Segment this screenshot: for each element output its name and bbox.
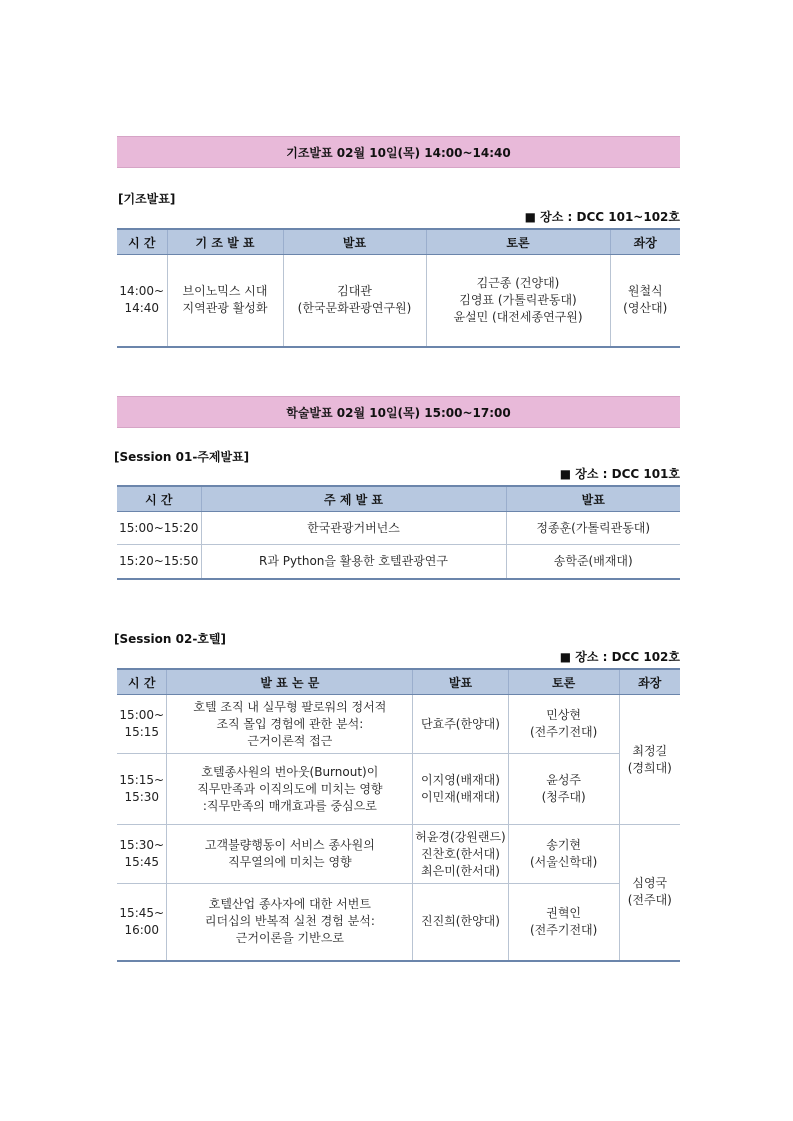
discussant-cell: 송기현 (서울신학대) xyxy=(508,825,619,884)
header-presenter: 발표 xyxy=(506,486,680,512)
time-cell: 15:45~ 16:00 xyxy=(117,884,167,961)
presenter-cell: 정종훈(가톨릭관동대) xyxy=(506,512,680,545)
title-cell: 호텔종사원의 번아웃(Burnout)이 직무만족과 이직의도에 미치는 영향 :직무만족의 매개효과를 중심으로 xyxy=(167,754,413,825)
title-cell: R과 Python을 활용한 호텔관광연구 xyxy=(201,545,506,579)
chair-cell: 원철식 (영산대) xyxy=(610,255,680,347)
discussant-cell: 김근종 (건양대) 김영표 (가톨릭관동대) 윤설민 (대전세종연구원) xyxy=(426,255,610,347)
header-chair: 좌장 xyxy=(610,229,680,255)
header-paper: 발 표 논 문 xyxy=(167,669,413,695)
table-header-row xyxy=(117,669,680,695)
table-header-row xyxy=(117,486,680,512)
table-row xyxy=(117,545,680,579)
header-time: 시 간 xyxy=(117,486,201,512)
title-cell: 호텔 조직 내 실무형 팔로워의 정서적 조직 몰입 경험에 관한 분석: 근거이론적 접근 xyxy=(167,695,413,754)
chair-cell: 심영국 (전주대) xyxy=(619,825,680,961)
presenter-cell: 단효주(한양대) xyxy=(413,695,509,754)
session2-title: [Session 02-호텔] xyxy=(114,632,226,646)
table-row xyxy=(117,255,680,347)
discussant-cell: 민상현 (전주기전대) xyxy=(508,695,619,754)
keynote-venue: ■ 장소 : DCC 101~102호 xyxy=(524,210,680,224)
title-cell: 브이노믹스 시대 지역관광 활성화 xyxy=(167,255,283,347)
time-cell: 15:30~ 15:45 xyxy=(117,825,167,884)
session2-venue: ■ 장소 : DCC 102호 xyxy=(559,650,680,664)
table-row xyxy=(117,695,680,754)
chair-cell: 최정길 (경희대) xyxy=(619,695,680,825)
header-time: 시 간 xyxy=(117,229,167,255)
header-presenter: 발표 xyxy=(283,229,426,255)
time-cell: 15:15~ 15:30 xyxy=(117,754,167,825)
time-cell: 15:00~ 15:15 xyxy=(117,695,167,754)
header-chair: 좌장 xyxy=(619,669,680,695)
session2-table xyxy=(117,668,680,962)
header-discussion: 토론 xyxy=(508,669,619,695)
table-row xyxy=(117,512,680,545)
title-cell: 한국관광거버넌스 xyxy=(201,512,506,545)
time-cell: 15:00~15:20 xyxy=(117,512,201,545)
session1-table xyxy=(117,485,680,580)
table-row xyxy=(117,884,680,961)
title-cell: 고객불량행동이 서비스 종사원의 직무열의에 미치는 영향 xyxy=(167,825,413,884)
header-presenter: 발표 xyxy=(413,669,509,695)
table-header-row xyxy=(117,229,680,255)
session1-venue: ■ 장소 : DCC 101호 xyxy=(559,467,680,481)
table-row xyxy=(117,825,680,884)
keynote-section-title: [기조발표] xyxy=(118,192,176,206)
presenter-cell: 진진희(한양대) xyxy=(413,884,509,961)
presenter-cell: 송학준(배재대) xyxy=(506,545,680,579)
header-time: 시 간 xyxy=(117,669,167,695)
session1-title: [Session 01-주제발표] xyxy=(114,450,250,464)
discussant-cell: 권혁인 (전주기전대) xyxy=(508,884,619,961)
header-topic: 주 제 발 표 xyxy=(201,486,506,512)
presenter-cell: 김대관 (한국문화관광연구원) xyxy=(283,255,426,347)
table-row xyxy=(117,754,680,825)
title-cell: 호텔산업 종사자에 대한 서번트 리더십의 반복적 실천 경험 분석: 근거이론을 기반으로 xyxy=(167,884,413,961)
presenter-cell: 이지영(배재대) 이민재(배재대) xyxy=(413,754,509,825)
time-cell: 14:00~ 14:40 xyxy=(117,255,167,347)
academic-banner: 학술발표 02월 10일(목) 15:00~17:00 xyxy=(117,396,680,428)
header-discussion: 토론 xyxy=(426,229,610,255)
keynote-banner: 기조발표 02월 10일(목) 14:00~14:40 xyxy=(117,136,680,168)
discussant-cell: 윤성주 (청주대) xyxy=(508,754,619,825)
keynote-table xyxy=(117,228,680,348)
presenter-cell: 허윤경(강원랜드) 진찬호(한서대) 최은미(한서대) xyxy=(413,825,509,884)
time-cell: 15:20~15:50 xyxy=(117,545,201,579)
header-keynote: 기 조 발 표 xyxy=(167,229,283,255)
